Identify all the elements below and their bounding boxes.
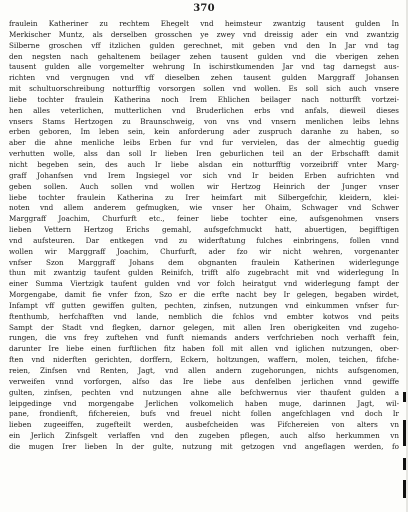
text-line: einer Summa Viertzigk taufent gulden vnd vor folch heiratgut vnd widerlegung fampt der xyxy=(9,279,399,289)
text-line: liebe tochter fraulein Katherina zu Irer heimfart mit Silbergefchir, kleidern, klei- xyxy=(9,192,399,202)
text-line: Marggraff Joachim, Churfurft etc., feiner liebe tochter eine, aufsgenohmen vnsers xyxy=(9,214,399,224)
edge-ink-mark xyxy=(403,458,406,470)
text-line: richten vnd vergnugen vnd vff dieselben zehen tausent gulden Marggraff Johansen xyxy=(9,73,399,83)
text-line: liebe tochter fraulein Katherina noch Irem Ehlichen beilager nach notturfft vortzei- xyxy=(9,94,399,104)
text-line: Silberne groschen vff itzlichen gulden gerechnet, mit geben vnd den In Jar vnd tag xyxy=(9,40,399,50)
text-line: graff Johanfsen vnd Irem Ingsiegel vor sich vnd Ir beiden Erben aufrichten vnd xyxy=(9,170,399,180)
edge-ink-mark xyxy=(403,480,406,498)
text-line: tausent gulden alle vorgemelter wehrung In ischirstkumenden Jar vnd tag darnegst aus- xyxy=(9,62,399,72)
edge-ink-mark xyxy=(403,392,406,402)
text-line: verweifen vnnd vorforgen, alfso das Ire liebe aus denfelben jerlichen vnnd gewiffe xyxy=(9,376,399,386)
text-line: Infampt vff gutten gewiffen gulten, pechten, zinfsen, nutzungen vnd einkummen vnfser fur- xyxy=(9,300,399,310)
text-line: darunter Ire liebe einen furftlichen fitz haben foll mit allen vnd iglichen nutzungen, ober- xyxy=(9,344,399,354)
text-line: vnsers Stams Hertzogen zu Braunschweig, von vns vnd vnsern menlichen leibs lehns xyxy=(9,116,399,126)
text-line: gulten, zinfsen, pechten vnd nutzungen ahne alle befchwernus vier thaufent gulden a xyxy=(9,387,399,397)
text-line: hen alles veterlichen, mutterlichen vnd Bruderlichen erbs vnd anfals, dieweil dieses xyxy=(9,105,399,115)
text-line: mit schultuorschreibung notturfftig vorsorgen sollen vnd wollen. Es soll sich auch vnsere xyxy=(9,84,399,94)
text-line: ftenthumb, herfchafften vnd lande, nemblich die fchlos vnd embter kotwos vnd peits xyxy=(9,311,399,321)
text-line: Sampt der Stadt vnd flegken, darnor gelegen, mit allen Iren oberigkeiten vnd zugeho- xyxy=(9,322,399,332)
text-line: Merkischer Muntz, als derselben grosschen ye zwey vnd dreissig ader ein vnd zwantzig xyxy=(9,29,399,39)
text-line: wollen wir Marggraff Joachim, Churfurft, ader fzo wir nicht wehren, vorgenanter xyxy=(9,246,399,256)
text-line: aber die ahne menliche leibs Erben fur vnd fur vervielen, das der almechtig guedig xyxy=(9,138,399,148)
text-line: leipgedinge vnd morgengabe Jerlichen volkomelich haben muge, darinnen Jagt, wil- xyxy=(9,398,399,408)
text-line: die mugen Irer lieben In der gulte, nutzung mit getzogen vnd angeflagen werden, fo xyxy=(9,441,399,451)
text-line: pane, frondienft, fifchereien, bufs vnd freuel nicht follen angefchlagen vnd doch Ir xyxy=(9,409,399,419)
text-line: verhutten wolle, alss dan soll Ir lieben Iren geburlichen teil an der Erbschafft damit xyxy=(9,149,399,159)
text-line: nicht begeben sein, des auch Ir liebe alsdan ein notturfftig vorzeibriff vnter Marg- xyxy=(9,159,399,169)
text-line: den negsten nach gehaltenem beilager zehen tausent gulden vnd die vberigen zehen xyxy=(9,51,399,61)
text-line: lieben zugeeiffen, zugefteilt werden, ausbefcheiden was Fifchereien von alters vn xyxy=(9,420,399,430)
text-line: geben sollen. Auch sollen vnd wollen wir Hertzog Heinrich der Junger vnser xyxy=(9,181,399,191)
text-line: vnd aufsteuren. Dar entkegen vnd zu widerftatung fulches einbringens, follen vnnd xyxy=(9,235,399,245)
text-line: ften vnd niderften gerichten, dorffern, Eckern, holtzungen, waffern, molen, teichen, fifche- xyxy=(9,355,399,365)
text-line: vnfser Szon Marggraff Johans dem obgnanten fraulein Katherinen widerlegunge xyxy=(9,257,399,267)
text-line: thun mit zwantzig taufent gulden Reinifch, trifft alfo zugebracht mit vnd widerlegung In xyxy=(9,268,399,278)
text-line: noten vnd allem anderem gefmugken, wie vnser her Ohaim, Schwager vnd Schwer xyxy=(9,203,399,213)
text-line: Morgengabe, damit fie vnfer fzon, Szo er die erfte nacht bey Ir gelegen, begaben wirdet, xyxy=(9,290,399,300)
text-line: ein Jerlich Zinfsgelt verlaffen vnd den zugeben pflegen, auch alfso herkummen vn xyxy=(9,431,399,441)
edge-ink-mark xyxy=(403,420,406,446)
text-line: erben geboren, Im leben sein, kein anforderung ader zuspruch daranhe zu haben, so xyxy=(9,127,399,137)
text-line: fraulein Katheriner zu rechtem Ehegelt vnd heimsteur zwantzig tausent gulden In xyxy=(9,19,399,28)
text-line: reien, Zinfsen vnd Renten, Jagt, vnd allen andern zugehorungen, nichts aufsgenomen, xyxy=(9,366,399,375)
body-text xyxy=(9,19,399,453)
page-number: 370 xyxy=(193,3,215,14)
text-line: rungen, die vns frey zuftehen vnd funft niemands anders verfchrieben noch verhafft fein, xyxy=(9,333,399,343)
text-line: lieben Vettern Hertzog Erichs gemahl, aufsgefchmuckt hatt, abuertigen, begifftigen xyxy=(9,225,399,235)
